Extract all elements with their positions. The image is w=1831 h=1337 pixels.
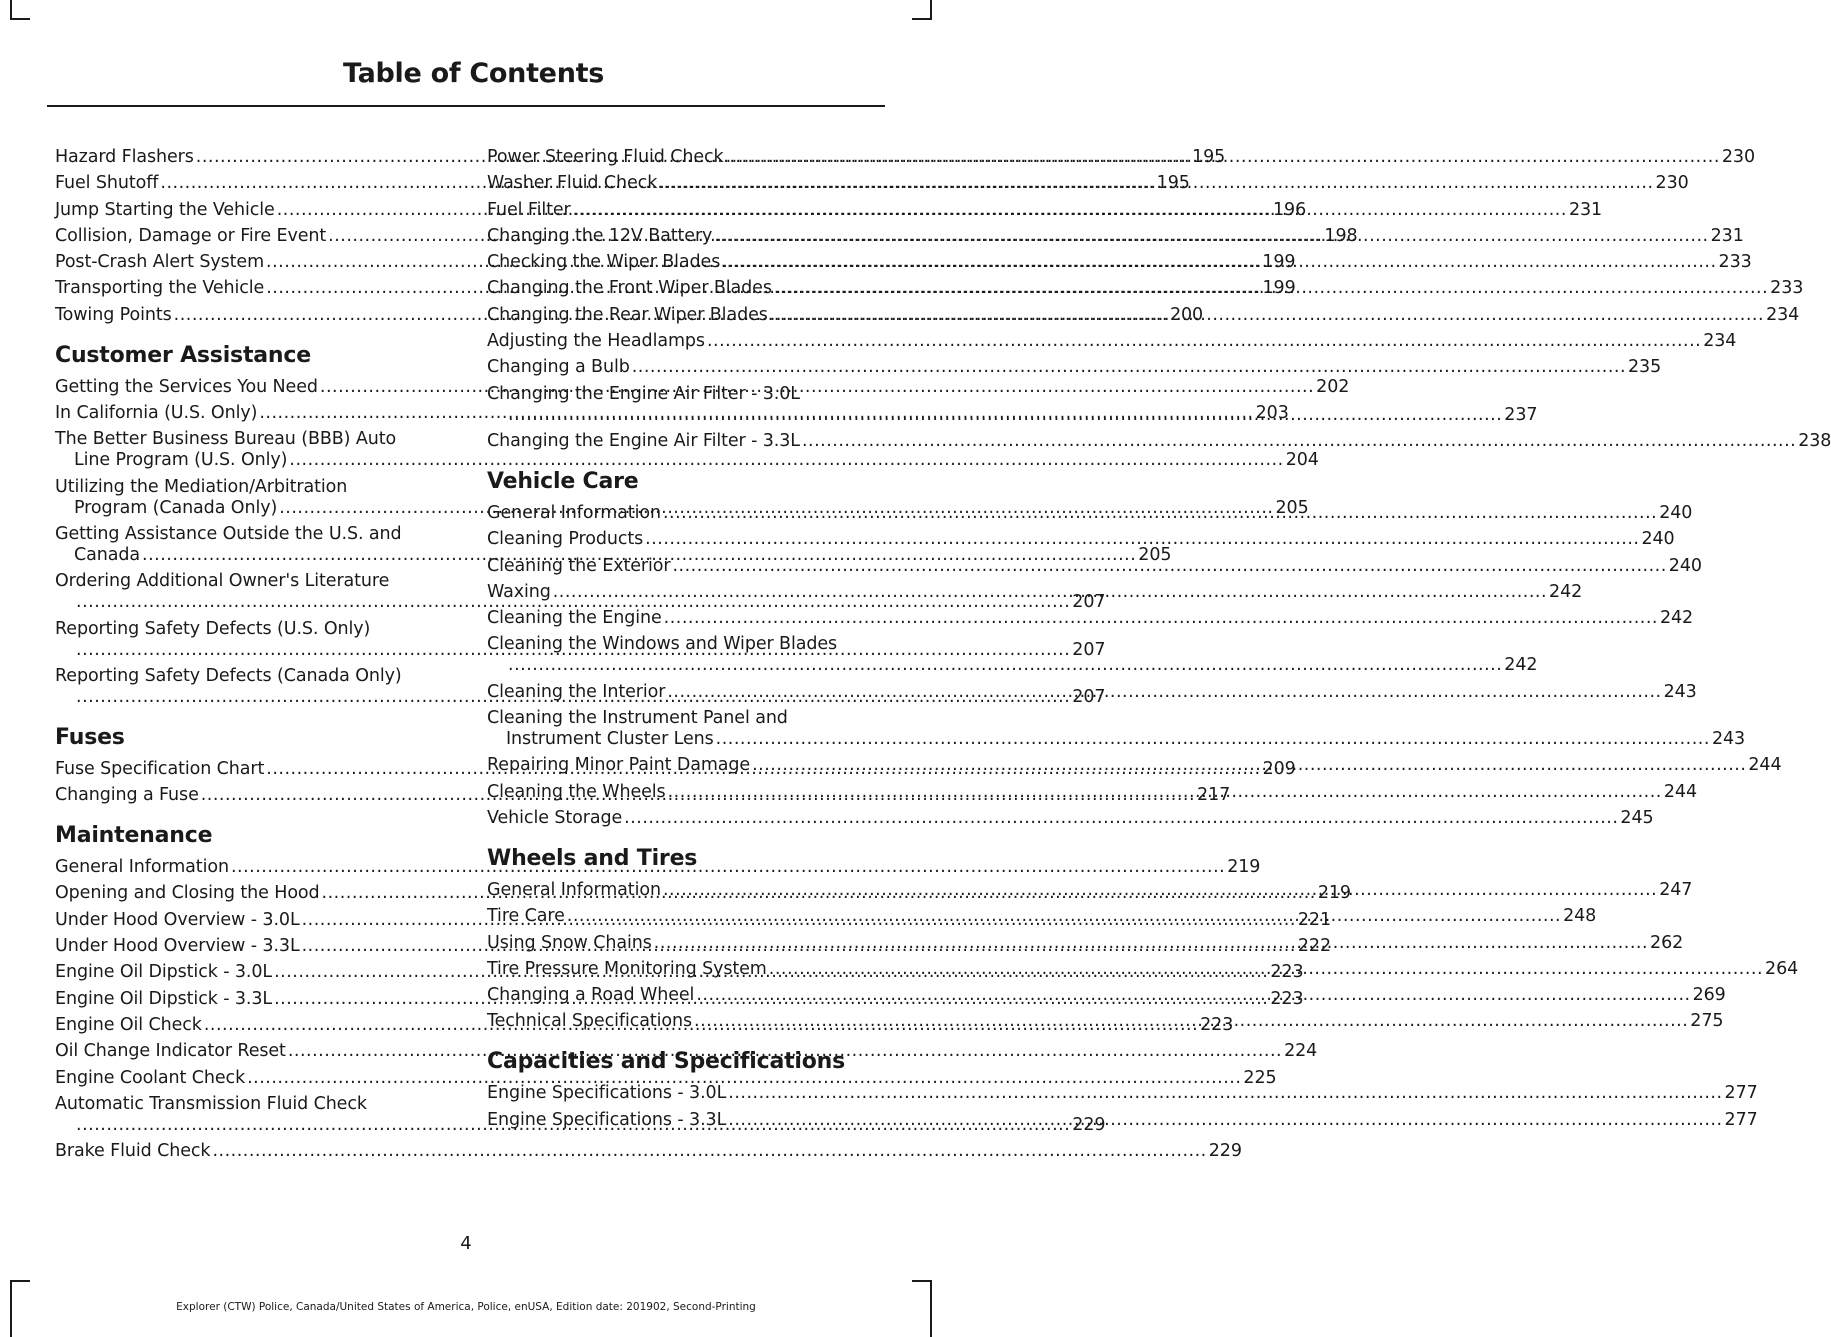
toc-entry-title: Cleaning the Windows and Wiper Blades (487, 634, 838, 655)
toc-entry-title: Post-Crash Alert System (55, 252, 265, 273)
dot-leader (508, 405, 1502, 426)
toc-entry-title: Instrument Cluster Lens (506, 729, 714, 750)
toc-entry-title: Opening and Closing the Hood (55, 883, 320, 904)
toc-page-number: 242 (1504, 655, 1538, 676)
toc-entry-title: Changing a Bulb (487, 357, 630, 378)
crop-mark (930, 0, 932, 20)
toc-entry-title: Technical Specifications (487, 1011, 692, 1032)
dot-leader (553, 582, 1547, 603)
dot-leader (654, 933, 1648, 954)
toc-page-number: 223 (1270, 962, 1304, 983)
dot-leader (752, 755, 1746, 776)
toc-entry[interactable] (487, 331, 1737, 352)
toc-entry-title: Program (Canada Only) (74, 497, 278, 518)
dot-leader (728, 1110, 1722, 1131)
toc-entry[interactable] (487, 608, 1694, 629)
toc-page-number: 248 (1563, 906, 1597, 927)
dot-leader (664, 608, 1658, 629)
toc-page-number: 262 (1650, 932, 1684, 953)
toc-entry-title: Reporting Safety Defects (Canada Only) (55, 665, 402, 686)
toc-entry[interactable] (55, 1067, 1277, 1089)
dot-leader (672, 556, 1666, 577)
toc-page-number: 231 (1710, 225, 1744, 246)
toc-entry[interactable] (487, 555, 1702, 577)
toc-page-number: 207 (1072, 686, 1106, 707)
toc-page-number: 204 (1285, 450, 1319, 471)
toc-entry-title: Vehicle Storage (487, 807, 623, 828)
toc-page-number: 217 (1197, 785, 1231, 806)
toc-entry-title: Repairing Minor Paint Damage (487, 755, 751, 776)
toc-entry-title: Adjusting the Headlamps (487, 331, 705, 352)
toc-entry[interactable] (55, 1141, 1242, 1162)
toc-entry-title: Automatic Transmission Fluid Check (55, 1093, 367, 1114)
toc-entry-title: Waxing (487, 581, 551, 602)
toc-entry-title: Checking the Wiper Blades (487, 252, 721, 273)
toc-entry[interactable] (487, 807, 1654, 829)
dot-leader (770, 305, 1764, 326)
toc-page-number: 229 (1072, 1114, 1106, 1135)
toc-entry-title: Oil Change Indicator Reset (55, 1041, 286, 1062)
toc-entry-title: Engine Oil Dipstick - 3.0L (55, 962, 273, 983)
toc-page-number: 269 (1692, 985, 1726, 1006)
toc-entry-title: Engine Coolant Check (55, 1067, 246, 1088)
toc-entry-title: Cleaning the Instrument Panel and (487, 708, 788, 729)
toc-page-number: 203 (1255, 403, 1289, 424)
toc-page-number: 205 (1138, 544, 1172, 565)
toc-page-number: 233 (1718, 252, 1752, 273)
section-heading: Vehicle Care (487, 468, 639, 494)
toc-page-number: 277 (1724, 1109, 1758, 1130)
toc-page-number: 243 (1663, 681, 1697, 702)
dot-leader (774, 278, 1768, 299)
toc-entry[interactable] (487, 430, 1831, 452)
dot-leader (707, 331, 1701, 352)
dot-leader (663, 503, 1657, 524)
toc-entry-title: Engine Specifications - 3.3L (487, 1109, 727, 1130)
toc-entry-title: Fuel Shutoff (55, 173, 159, 194)
toc-entry-title: Reporting Safety Defects (U.S. Only) (55, 618, 371, 639)
toc-entry-title: Cleaning the Exterior (487, 555, 671, 576)
toc-page-number: 238 (1798, 430, 1831, 451)
toc-page-number: 245 (1620, 807, 1654, 828)
toc-entry-title: Tire Pressure Monitoring System (487, 958, 767, 979)
toc-page-number: 224 (1284, 1041, 1318, 1062)
toc-entry-title: Tire Care (487, 906, 565, 927)
toc-entry-title: Engine Specifications - 3.0L (487, 1083, 727, 1104)
toc-page-number: 199 (1262, 252, 1296, 273)
dot-leader (573, 200, 1567, 221)
toc-page-number: 240 (1659, 502, 1693, 523)
dot-leader (667, 682, 1661, 703)
toc-page-number: 198 (1324, 225, 1358, 246)
section-heading: Wheels and Tires (487, 845, 698, 871)
toc-page-number: 196 (1273, 199, 1307, 220)
section-heading: Maintenance (55, 823, 213, 849)
toc-page-number: 277 (1724, 1083, 1758, 1104)
dot-leader (696, 985, 1690, 1006)
toc-page-number: 244 (1663, 781, 1697, 802)
dot-leader (212, 1141, 1206, 1162)
toc-page-number: 202 (1316, 376, 1350, 397)
toc-entry-title: Ordering Additional Owner's Literature (55, 571, 390, 592)
toc-page-number: 225 (1243, 1067, 1277, 1088)
section-heading: Fuses (55, 724, 125, 750)
toc-entry-title: Changing the Engine Air Filter - 3.0L (487, 383, 800, 404)
header-rule (47, 105, 885, 107)
dot-leader (716, 729, 1710, 750)
toc-page-number: 233 (1770, 278, 1804, 299)
crop-mark (10, 0, 12, 20)
toc-entry-title: Under Hood Overview - 3.3L (55, 936, 300, 957)
toc-entry-title: Fuel Filter (487, 199, 571, 220)
toc-entry-title: Using Snow Chains (487, 932, 652, 953)
toc-page-number: 264 (1765, 958, 1799, 979)
toc-entry-title: Jump Starting the Vehicle (55, 199, 275, 220)
toc-page-number: 242 (1659, 608, 1694, 629)
page-title: Table of Contents (342, 58, 604, 89)
toc-page-number: 275 (1690, 1011, 1724, 1032)
toc-entry-title: Getting the Services You Need (55, 376, 318, 397)
toc-entry-title: Cleaning the Interior (487, 681, 666, 702)
toc-entry-title: Cleaning Products (487, 529, 644, 550)
dot-leader (726, 147, 1720, 168)
toc-entry-title: Hazard Flashers (55, 147, 194, 167)
footer-text: Explorer (CTW) Police, Canada/United States of America, Police, enUSA, Edition date: 201902, Second-Printing (176, 1301, 756, 1313)
toc-page-number: 247 (1659, 879, 1693, 900)
toc-page-number: 195 (1156, 173, 1190, 194)
toc-page-number: 234 (1766, 304, 1800, 325)
toc-entry-title: General Information (55, 857, 229, 878)
dot-leader (663, 880, 1657, 901)
crop-mark (912, 1280, 932, 1282)
dot-leader (728, 1083, 1722, 1104)
toc-entry-title: General Information (487, 502, 661, 523)
toc-entry-title: Engine Oil Check (55, 1014, 202, 1035)
toc-page-number: 219 (1227, 857, 1261, 878)
toc-entry-title: Fuse Specification Chart (55, 758, 265, 779)
toc-page-number: 243 (1711, 729, 1746, 750)
toc-entry-title: Collision, Damage or Fire Event (55, 225, 327, 246)
toc-page-number: 207 (1072, 592, 1106, 613)
toc-entry-title: Washer Fluid Check (487, 173, 658, 194)
toc-page-number: 223 (1270, 988, 1304, 1009)
toc-page-number: 230 (1655, 173, 1689, 194)
toc-page-number: 222 (1297, 936, 1331, 957)
dot-leader (769, 959, 1763, 980)
dot-leader (645, 529, 1639, 550)
toc-entry-title: Utilizing the Mediation/Arbitration (55, 476, 348, 497)
toc-entry[interactable] (487, 708, 1746, 750)
toc-page-number: 231 (1568, 199, 1603, 220)
toc-page-number: 195 (1192, 147, 1226, 167)
toc-entry-title: Changing the Rear Wiper Blades (487, 304, 768, 325)
dot-leader (714, 226, 1708, 247)
toc-page-number: 235 (1628, 357, 1662, 378)
toc-entry[interactable] (55, 403, 1289, 424)
toc-entry[interactable] (487, 529, 1675, 550)
toc-entry-title: Towing Points (55, 304, 172, 325)
toc-page-number: 209 (1262, 758, 1296, 779)
toc-page-number: 234 (1703, 331, 1737, 352)
toc-entry-title: Changing the 12V Battery (487, 225, 713, 246)
toc-entry-title: Power Steering Fluid Check (487, 147, 724, 167)
toc-page-number: 242 (1549, 581, 1583, 602)
crop-mark (10, 1280, 30, 1282)
section-heading: Customer Assistance (55, 342, 311, 368)
dot-leader (668, 782, 1662, 803)
toc-entry-title: Cleaning the Engine (487, 608, 662, 629)
toc-entry-title: Transporting the Vehicle (55, 278, 265, 299)
toc-page-number: 229 (1208, 1141, 1242, 1162)
page-number: 4 (460, 1233, 472, 1254)
dot-leader (624, 808, 1618, 829)
toc-entry-title: Brake Fluid Check (55, 1141, 211, 1162)
crop-mark (912, 18, 932, 20)
toc-page-number: 205 (1275, 497, 1309, 518)
toc-page-number: 207 (1072, 639, 1106, 660)
toc-entry[interactable] (487, 357, 1662, 378)
dot-leader (632, 357, 1626, 378)
dot-leader (694, 1011, 1688, 1032)
crop-mark (10, 18, 30, 20)
toc-entry-title: The Better Business Bureau (BBB) Auto (55, 429, 397, 450)
toc-page-number: 200 (1169, 304, 1204, 325)
dot-leader (508, 655, 1502, 676)
toc-entry-title: Cleaning the Wheels (487, 781, 666, 802)
dot-leader (802, 431, 1796, 452)
dot-leader (567, 906, 1561, 927)
toc-entry-title: Canada (74, 544, 140, 565)
dot-leader (722, 252, 1716, 273)
toc-page-number: 240 (1668, 555, 1702, 576)
toc-page-number: 240 (1641, 529, 1675, 550)
toc-entry[interactable] (487, 1083, 1758, 1104)
toc-entry-title: In California (U.S. Only) (55, 403, 258, 424)
toc-entry-title: Engine Oil Dipstick - 3.3L (55, 988, 273, 1009)
toc-page-number: 221 (1297, 909, 1331, 930)
toc-entry-title: Changing a Fuse (55, 785, 199, 806)
toc-page-number: 219 (1317, 883, 1351, 904)
toc-entry-title: Line Program (U.S. Only) (74, 450, 288, 471)
toc-entry-title: Changing the Front Wiper Blades (487, 278, 772, 299)
toc-entry-title: Under Hood Overview - 3.0L (55, 909, 300, 930)
section-heading: Capacities and Specifications (487, 1049, 846, 1075)
toc-entry-title: General Information (487, 879, 661, 900)
toc-page-number: 244 (1748, 755, 1782, 776)
toc-page-number: 230 (1721, 147, 1755, 167)
toc-page-number: 237 (1504, 404, 1538, 425)
toc-entry-title: Changing the Engine Air Filter - 3.3L (487, 430, 800, 451)
toc-page-number: 223 (1200, 1014, 1234, 1035)
toc-page-number: 199 (1262, 278, 1296, 299)
toc-entry-title: Getting Assistance Outside the U.S. and (55, 523, 402, 544)
toc-entry-title: Changing a Road Wheel (487, 985, 695, 1006)
dot-leader (659, 173, 1653, 194)
